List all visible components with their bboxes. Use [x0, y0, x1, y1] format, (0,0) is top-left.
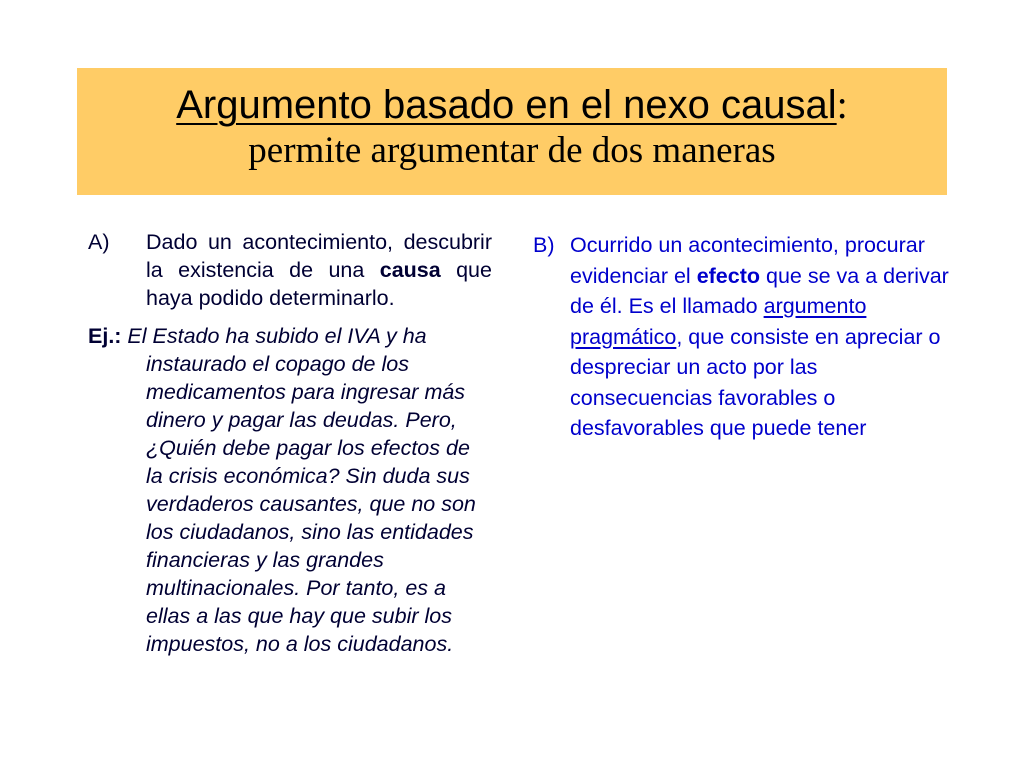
slide-subtitle: permite argumentar de dos maneras — [248, 130, 776, 171]
argumento-pragmatico-link[interactable]: argumento pragmático — [570, 294, 867, 349]
slide-title-colon: : — [836, 82, 848, 127]
item-b-text — [570, 230, 953, 444]
example-paragraph — [88, 322, 492, 658]
item-a-text-after: que haya podido determinarlo. — [146, 258, 492, 310]
item-a-text-before: Dado un acontecimiento, descubrir la existencia de una — [146, 230, 492, 282]
item-b-label: B) — [533, 233, 555, 257]
right-column — [533, 230, 953, 444]
item-a-text — [146, 228, 492, 312]
title-banner — [77, 68, 947, 195]
example-text: El Estado ha subido el IVA y ha instaurado el copago de los medicamentos para ingresar más dinero y pagar las deudas. Pero, ¿Quién debe pagar los efectos de la crisis económica? Sin duda sus verdaderos causantes, que no son los ciudadanos, sino las entidades financieras y las grandes multinacionales. Por tanto, es a ellas a las que hay que subir los impuestos, no a los ciudadanos. — [121, 324, 476, 656]
item-a-label: A) — [88, 230, 110, 254]
example-label: Ej.: — [88, 324, 122, 348]
item-a — [88, 228, 492, 312]
item-b-text-before: Ocurrido un acontecimiento, procurar evidenciar el — [570, 233, 925, 288]
item-b-text-middle: que se va a derivar de él. Es el llamado — [570, 263, 949, 318]
item-b — [533, 230, 953, 444]
left-column — [88, 228, 492, 658]
slide-title-main: Argumento basado en el nexo causal — [176, 83, 837, 127]
slide-title — [77, 82, 947, 128]
item-b-emphasis: efecto — [696, 263, 761, 288]
item-a-emphasis: causa — [379, 258, 441, 282]
item-b-text-after: , que consiste en apreciar o despreciar un acto por las consecuencias favorables o desfavorables que puede tener — [570, 324, 941, 440]
